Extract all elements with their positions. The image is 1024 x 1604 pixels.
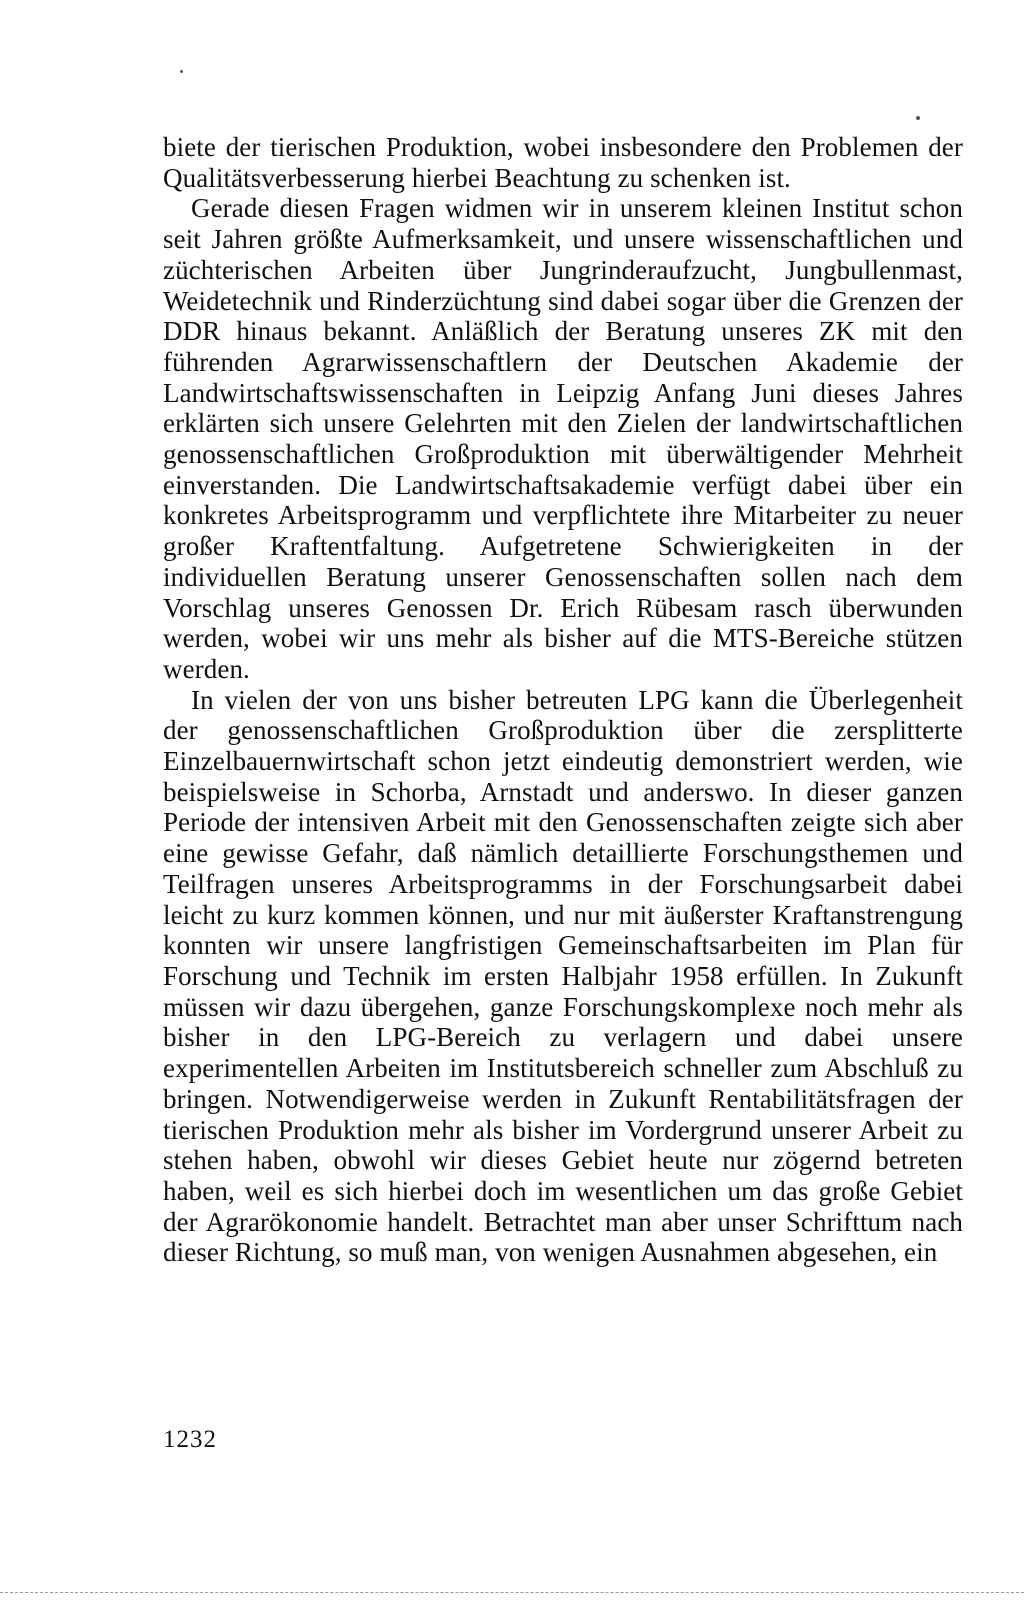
paragraph-3: In vielen der von uns bisher betreuten LPG kann die Überlegenheit der genossenschaftlichen Großproduktion über die zersplitterte Einzelbauernwirtschaft schon jetzt eindeutig demonstriert werden, wie beispielsweise in Schorba, Arnstadt und anderswo. In dieser ganzen Periode der intensiven Arbeit mit den Genossenschaften zeigte sich aber eine gewisse Gefahr, daß nämlich detaillierte Forschungsthemen und Teilfragen unseres Arbeitsprogramms in der Forschungsarbeit dabei leicht zu kurz kommen können, und nur mit äußerster Kraftanstrengung konnten wir unsere langfristigen Gemeinschaftsarbeiten im Plan für Forschung und Technik im ersten Halbjahr 1958 erfüllen. In Zukunft müssen wir dazu übergehen, ganze Forschungskomplexe noch mehr als bisher in den LPG-Bereich zu verlagern und dabei unsere experimentellen Arbeiten im Institutsbereich schneller zum Abschluß zu bringen. Notwendigerweise werden in Zukunft Rentabilitätsfragen der tierischen Produktion mehr als bisher im Vordergrund unserer Arbeit zu stehen haben, obwohl wir dieses Gebiet heute nur zögernd betreten haben, weil es sich hierbei doch im wesentlichen um das große Gebiet der Agrarökonomie handelt. Betrachtet man aber unser Schrifttum nach dieser Richtung, so muß man, von wenigen Ausnahmen abgesehen, ein xyxy=(163,684,963,1268)
body-text xyxy=(163,132,963,1268)
scan-speck xyxy=(180,70,183,73)
paragraph-2: Gerade diesen Fragen widmen wir in unserem kleinen Institut schon seit Jahren größte Aufmerksamkeit, und unsere wissenschaftlichen und züchterischen Arbeiten über Jungrinderaufzucht, Jungbullenmast, Weidetechnik und Rinderzüchtung sind dabei sogar über die Grenzen der DDR hinaus bekannt. Anläßlich der Beratung unseres ZK mit den führenden Agrarwissenschaftlern der Deutschen Akademie der Landwirtschaftswissenschaften in Leipzig Anfang Juni dieses Jahres erklärten sich unsere Gelehrten mit den Zielen der landwirtschaftlichen genossenschaftlichen Großproduktion mit überwältigender Mehrheit einverstanden. Die Landwirtschaftsakademie verfügt dabei über ein konkretes Arbeitsprogramm und verpflichtete ihre Mitarbeiter zu neuer großer Kraftentfaltung. Aufgetretene Schwierigkeiten in der individuellen Beratung unserer Genossenschaften sollen nach dem Vorschlag unseres Genossen Dr. Erich Rübesam rasch überwunden werden, wobei wir uns mehr als bisher auf die MTS-Bereiche stützen werden. xyxy=(163,193,963,684)
paragraph-1: biete der tierischen Produktion, wobei insbesondere den Problemen der Qualitätsverbesserung hierbei Beachtung zu schenken ist. xyxy=(163,132,963,193)
scan-speck xyxy=(916,116,920,120)
scan-edge-line xyxy=(0,1592,1024,1593)
page-number: 1232 xyxy=(163,1426,217,1453)
